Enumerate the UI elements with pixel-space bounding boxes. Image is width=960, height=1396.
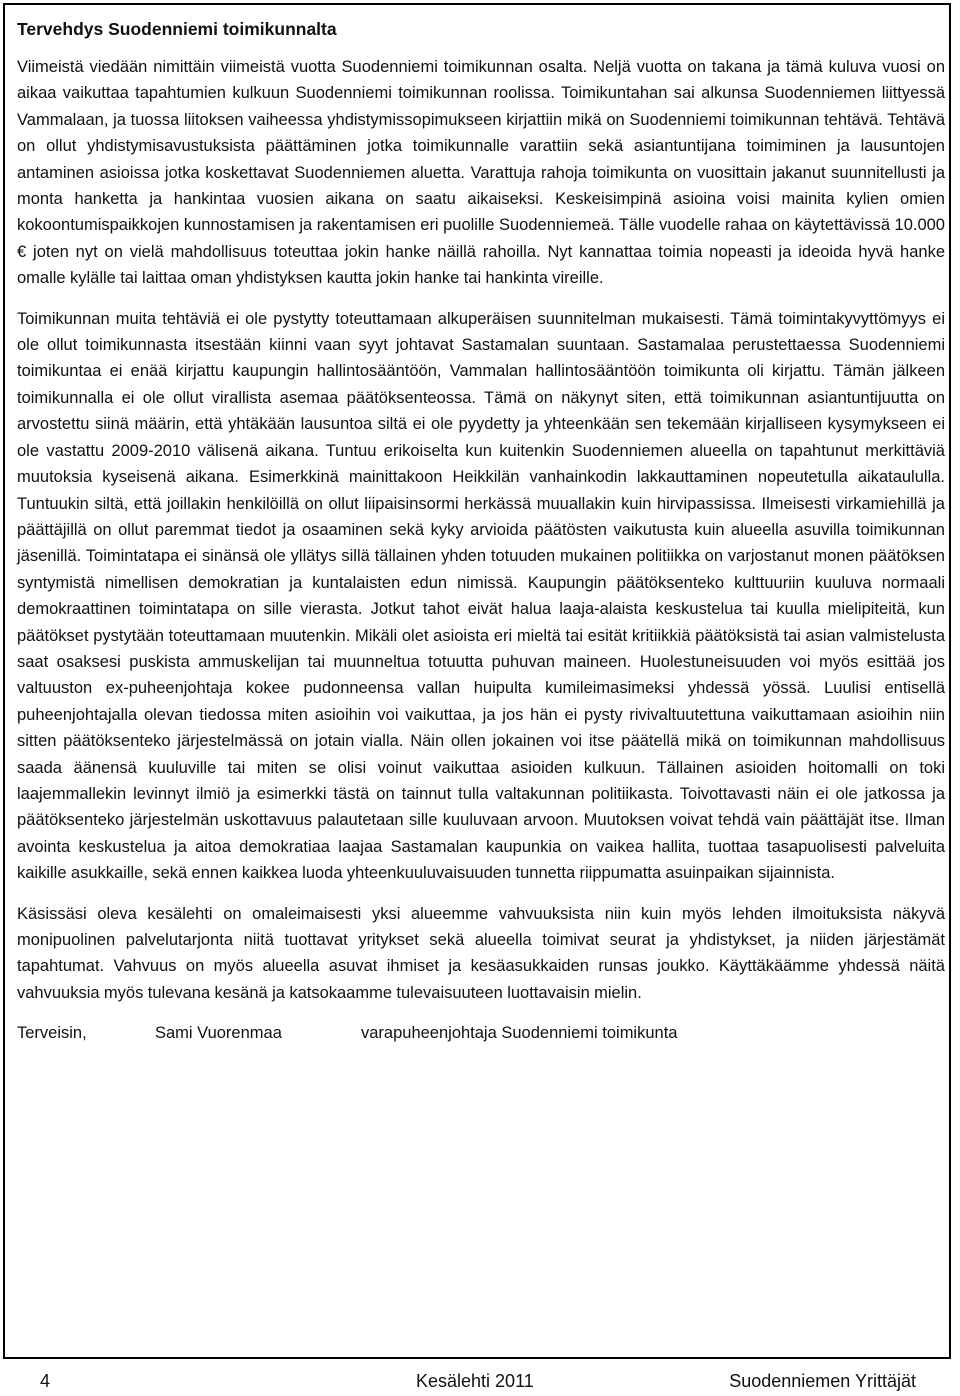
article-paragraph-3: Käsissäsi oleva kesälehti on omaleimaisesti yksi alueemme vahvuuksista niin kuin myös lehden ilmoituksista näkyvä monipuolinen palvelutarjonta niitä tuottavat yritykset sekä alueella toimivat seurat ja yhdistykset, ja niiden järjestämät tapahtumat. Vahvuus on myös alueella asuvat ihmiset ja kesäasukkaiden runsas joukko. Käyttäkäämme yhdessä näitä vahvuuksia myös tulevana kesänä ja katsokaamme tulevaisuuteen luottavaisin mielin.	[17, 904, 945, 1002]
page-number: 4	[40, 1371, 51, 1391]
signature-role: varapuheenjohtaja Suodenniemi toimikunta	[361, 1024, 678, 1043]
footer-publication: Kesälehti 2011	[416, 1371, 534, 1391]
article-content	[17, 15, 945, 1046]
article-title: Tervehdys Suodenniemi toimikunnalta	[17, 19, 337, 39]
signature-name: Sami Vuorenmaa	[155, 1024, 282, 1043]
article-paragraph-1: Viimeistä viedään nimittäin viimeistä vuotta Suodenniemi toimikunnan osalta. Neljä vuotta on takana ja tämä kuluva vuosi on aikaa vaikuttaa tapahtumien kulkuun Suodenniemi toimikunnan roolissa. Toimikuntahan sai alkunsa Suodenniemen liittyessä Vammalaan, ja tuossa liitoksen vaiheessa yhdistymissopimukseen kirjattiin mikä on Suodenniemi toimikunnan tehtävä. Tehtävä on ollut yhdistymisavustuksista päättäminen jotka toimikunnalle varattiin sekä asiantuntijana toimiminen ja lausuntojen antaminen asioissa jotka koskettavat Suodenniemen aluetta. Varattuja rahoja toimikunta on vuosittain jakanut suunnitellusti ja monta hanketta ja hankintaa vuosien aikana on saatu aikaiseksi. Keskeisimpinä asioina voisi mainita kylien omien kokoontumispaikkojen kunnostamisen ja rakentamisen eri puolille Suodenniemeä. Tälle vuodelle rahaa on käytettävissä 10.000 € joten nyt on vielä mahdollisuus toteuttaa jokin hanke näillä rahoilla. Nyt kannattaa toimia nopeasti ja ideoida hyvä hanke omalle kylälle tai laittaa oman yhdistyksen kautta jokin hanke tai hankinta vireille.	[17, 58, 945, 288]
article-frame	[3, 3, 951, 1359]
signature-greeting: Terveisin,	[17, 1024, 87, 1043]
page-footer	[0, 1368, 960, 1394]
signature-line	[17, 1020, 945, 1046]
article-paragraph-2: Toimikunnan muita tehtäviä ei ole pystytty toteuttamaan alkuperäisen suunnitelman mukaisesti. Tämä toimintakyvyttömyys ei ole ollut toimikunnasta itsestään kiinni vaan syyt johtavat Sastamalan suuntaan. Sastamalaa perustettaessa Suodenniemi toimikuntaa ei enää kirjattu kaupungin hallintosääntöön, Vammalan hallintosääntöön toimikunta oli kirjattu. Tämän jälkeen toimikunnalla ei ole ollut virallista asemaa päätöksenteossa. Tämä on näkynyt siten, että toimikunnan asiantuntijuutta on arvostettu siinä määrin, että yhtäkään lausuntoa siltä ei ole pyydetty ja yhteenkään sen tekemään kirjalliseen kysymykseen ei ole vastattu 2009-2010 välisenä aikana. Tuntuu erikoiselta kun kuitenkin Suodenniemen alueella on tapahtunut merkittäviä muutoksia kyseisenä aikana. Esimerkkinä mainittakoon Heikkilän vanhainkodin lakkauttaminen nopeutetulla aikataululla. Tuntuukin siltä, että joillakin henkilöillä on ollut liipaisinsormi herkässä muuallakin kuin hirvipassissa. Ilmeisesti virkamiehillä ja päättäjillä on ollut paremmat tiedot ja osaaminen sekä kyky arvioida päätösten vaikutusta kuin alueella asuvilla toimikunnan jäsenillä. Toimintatapa ei sinänsä ole yllätys sillä tällainen yhden totuuden mukainen politiikka on varjostanut monen päätöksen syntymistä nimellisen demokratian ja kuntalaisten edun nimissä. Kaupungin päätöksenteko kulttuuriin kuuluva normaali demokraattinen toimintatapa on sille vierasta. Jotkut tahot eivät halua laaja-alaista keskustelua tai kuulla mielipiteitä, kun päätökset pystytään toteuttamaan muutenkin. Mikäli olet asioista eri mieltä tai esität kritiikkiä päätöksistä tai asian valmistelusta saat osaksesi puskista ammuskelijan tai muunneltua totuutta puhuvan maineen. Huolestuneisuuden voi myös esittää jos valtuuston ex-puheenjohtaja kokee pudonneensa vallan huipulta kumileimasimeksi yhdessä yössä. Luulisi entisellä puheenjohtajalla olevan tiedossa miten asioihin voi vaikuttaa, ja jos hän ei pysty rivivaltuutettuna vaikuttamaan asioihin niin sitten päätöksenteko järjestelmässä on jotain vialla. Näin ollen jokainen voi itse päätellä mikä on toimikunnan mahdollisuus saada äänensä kuuluville tai miten se olisi voinut vaikuttaa asioiden kulkuun. Tällainen asioiden hoitomalli on toki laajemmallekin levinnyt ilmiö ja esimerkki tästä on tainnut tulla valtakunnan politiikasta. Toivottavasti näin ei ole jatkossa ja päätöksenteko järjestelmän uskottavuus palautetaan sille kuuluvaan arvoon. Muutoksen voivat tehdä vain päättäjät itse. Ilman avointa keskustelua ja aitoa demokratiaa laajaa Sastamalan kaupunkia on vaikea hallita, tuottaa tasapuolisesti palveluita kaikille asukkaille, sekä ennen kaikkea luoda yhteenkuuluvaisuuden tunnetta riippumatta asuinpaikan sijainnista.	[17, 309, 945, 883]
footer-publisher: Suodenniemen Yrittäjät	[729, 1371, 916, 1391]
